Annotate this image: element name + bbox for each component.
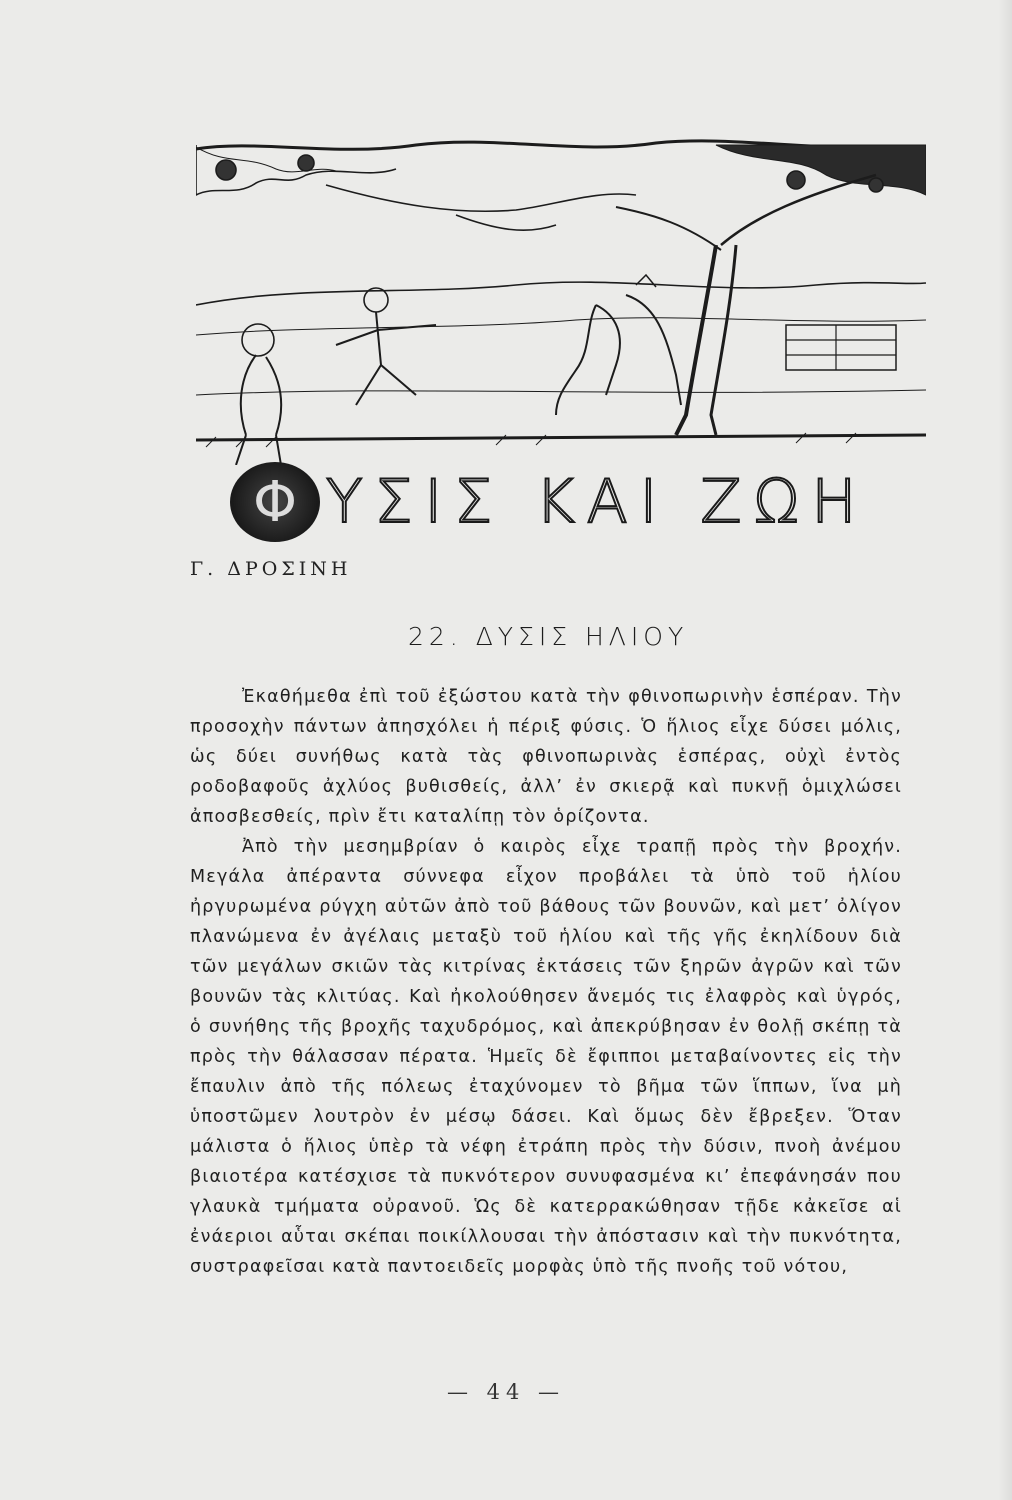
series-header [230, 462, 868, 542]
header-illustration [196, 135, 926, 465]
article-body [190, 682, 902, 1282]
initial-letter [230, 462, 320, 542]
series-title: ΥΣΙΣ ΚΑΙ ΖΩΗ [326, 467, 869, 537]
page-edge-shadow [998, 0, 1012, 1500]
chapter-title: 22. ΔΥΣΙΣ ΗΛΙΟΥ [408, 622, 689, 651]
initial-letter-text: Φ [252, 469, 298, 535]
paragraph: Ἀπὸ τὴν μεσημβρίαν ὁ καιρὸς εἶχε τραπῇ πρὸς τὴν βροχήν. Μεγάλα ἀπέραντα σύννεφα εἶχον προβάλει τὰ ὑπὸ τοῦ ἡλίου ἠργυρωμένα ρύγχη αὐτῶν ἀπὸ τοῦ βάθους τῶν βουνῶν, καὶ μετ’ ὀλίγον πλανώμενα ἐν ἀγέλαις μεταξὺ τοῦ ἡλίου καὶ τῆς γῆς ἐκηλίδουν διὰ τῶν μεγάλων σκιῶν τὰς κιτρίνας ἐκτάσεις τῶν ξηρῶν ἀγρῶν καὶ τῶν βουνῶν τὰς κλιτύας. Καὶ ἠκολούθησεν ἄνεμός τις ἐλαφρὸς καὶ ὑγρός, ὁ συνήθης τῆς βροχῆς ταχυδρόμος, καὶ ἀπεκρύβησαν ἐν θολῇ σκέπῃ τὰ πρὸς τὴν θάλασσαν πέρατα. Ἡμεῖς δὲ ἔφιπποι μεταβαίνοντες εἰς τὴν ἔπαυλιν ἀπὸ τῆς πόλεως ἐταχύνομεν τὸ βῆμα τῶν ἵππων, ἵνα μὴ ὑποστῶμεν λουτρὸν ἐν μέσῳ δάσει. Καὶ ὅμως δὲν ἔβρεξεν. Ὅταν μάλιστα ὁ ἥλιος ὑπὲρ τὰ νέφη ἐτράπη πρὸς τὴν δύσιν, πνοὴ ἀνέμου βιαιοτέρα κατέσχισε τὰ πυκνότερον συνυφασμένα κι’ ἐπεφάνησάν που γλαυκὰ τμήματα οὐρανοῦ. Ὡς δὲ κατερρακώθησαν τῇδε κἀκεῖσε αἱ ἐνάεριοι αὗται σκέπαι ποικίλλουσαι τὴν ἀπόστασιν καὶ τὴν πυκνότητα, συστραφεῖσαι κατὰ παντοειδεῖς μορφὰς ὑπὸ τῆς πνοῆς τοῦ νότου, [190, 837, 902, 1277]
author-name: Γ. ΔΡΟΣΙΝΗ [190, 558, 352, 580]
page-number: — 44 — [446, 1380, 566, 1404]
paragraph: Ἐκαθήμεθα ἐπὶ τοῦ ἐξώστου κατὰ τὴν φθινοπωρινὴν ἑσπέραν. Τὴν προσοχὴν πάντων ἀπησχόλει ἡ πέριξ φύσις. Ὁ ἥλιος εἶχε δύσει μόλις, ὡς δύει συνήθως κατὰ τὰς φθινοπωρινὰς ἑσπέρας, οὐχὶ ἐντὸς ροδοβαφοῦς ἀχλύος βυθισθείς, ἀλλ’ ἐν σκιερᾷ καὶ πυκνῇ ὁμιχλώσει ἀποσβεσθείς, πρὶν ἔτι καταλίπῃ τὸν ὁρίζοντα. [190, 687, 902, 827]
